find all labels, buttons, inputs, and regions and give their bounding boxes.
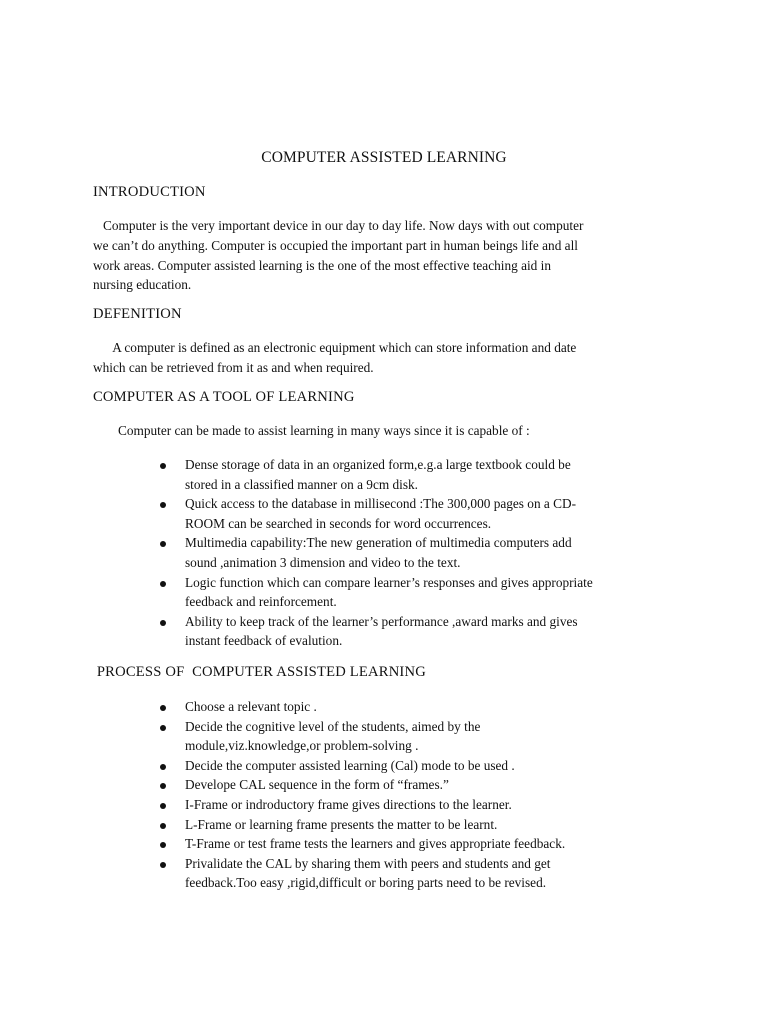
list-item: L-Frame or learning frame presents the matter to be learnt. <box>158 815 678 835</box>
paragraph-line: nursing education. <box>93 277 192 293</box>
list-item: Multimedia capability:The new generation of multimedia computers add sound ,animation 3 dimension and video to the text. <box>158 533 678 572</box>
list-item: Develope CAL sequence in the form of “frames.” <box>158 775 678 795</box>
list-item: Logic function which can compare learner’s responses and gives appropriate feedback and reinforcement. <box>158 573 678 612</box>
bullet-icon <box>160 725 166 731</box>
tool-bullet-list <box>158 455 678 651</box>
bullet-icon <box>160 862 166 868</box>
tool-intro-paragraph <box>118 421 698 441</box>
list-item: Decide the cognitive level of the students, aimed by the module,viz.knowledge,or problem-solving . <box>158 717 678 756</box>
paragraph-line: Computer is the very important device in our day to day life. Now days with out computer <box>93 218 584 233</box>
paragraph-line: A computer is defined as an electronic equipment which can store information and date <box>93 340 577 355</box>
list-item: Dense storage of data in an organized form,e.g.a large textbook could be stored in a classified manner on a 9cm disk. <box>158 455 678 494</box>
bullet-icon <box>160 823 166 829</box>
bullet-icon <box>160 783 166 789</box>
heading-tool-of-learning: COMPUTER AS A TOOL OF LEARNING <box>93 389 355 405</box>
definition-paragraph <box>93 338 673 378</box>
introduction-paragraph <box>93 216 673 295</box>
paragraph-line: work areas. Computer assisted learning is the one of the most effective teaching aid in <box>93 257 551 273</box>
bullet-icon <box>160 463 166 469</box>
document-title: COMPUTER ASSISTED LEARNING <box>261 149 507 166</box>
list-item: Ability to keep track of the learner’s performance ,award marks and gives instant feedback of evalution. <box>158 612 678 651</box>
list-item: Choose a relevant topic . <box>158 697 678 717</box>
bullet-icon <box>160 705 166 711</box>
bullet-icon <box>160 502 166 508</box>
list-item: Quick access to the database in millisecond :The 300,000 pages on a CD- ROOM can be searched in seconds for word occurrences. <box>158 494 678 533</box>
bullet-icon <box>160 620 166 626</box>
list-item: T-Frame or test frame tests the learners and gives appropriate feedback. <box>158 834 678 854</box>
process-bullet-list <box>158 697 678 893</box>
list-item: Decide the computer assisted learning (Cal) mode to be used . <box>158 756 678 776</box>
paragraph-line: we can’t do anything. Computer is occupied the important part in human beings life and all <box>93 237 578 253</box>
bullet-icon <box>160 842 166 848</box>
paragraph-line: Computer can be made to assist learning in many ways since it is capable of : <box>118 423 530 438</box>
paragraph-line: which can be retrieved from it as and when required. <box>93 359 374 375</box>
bullet-icon <box>160 581 166 587</box>
heading-introduction: INTRODUCTION <box>93 184 206 200</box>
bullet-icon <box>160 541 166 547</box>
list-item: I-Frame or indroductory frame gives directions to the learner. <box>158 795 678 815</box>
bullet-icon <box>160 803 166 809</box>
heading-process: PROCESS OF COMPUTER ASSISTED LEARNING <box>93 664 426 680</box>
bullet-icon <box>160 764 166 770</box>
list-item: Privalidate the CAL by sharing them with peers and students and get feedback.Too easy ,rigid,difficult or boring parts need to be revised. <box>158 854 678 893</box>
heading-definition: DEFENITION <box>93 306 182 322</box>
